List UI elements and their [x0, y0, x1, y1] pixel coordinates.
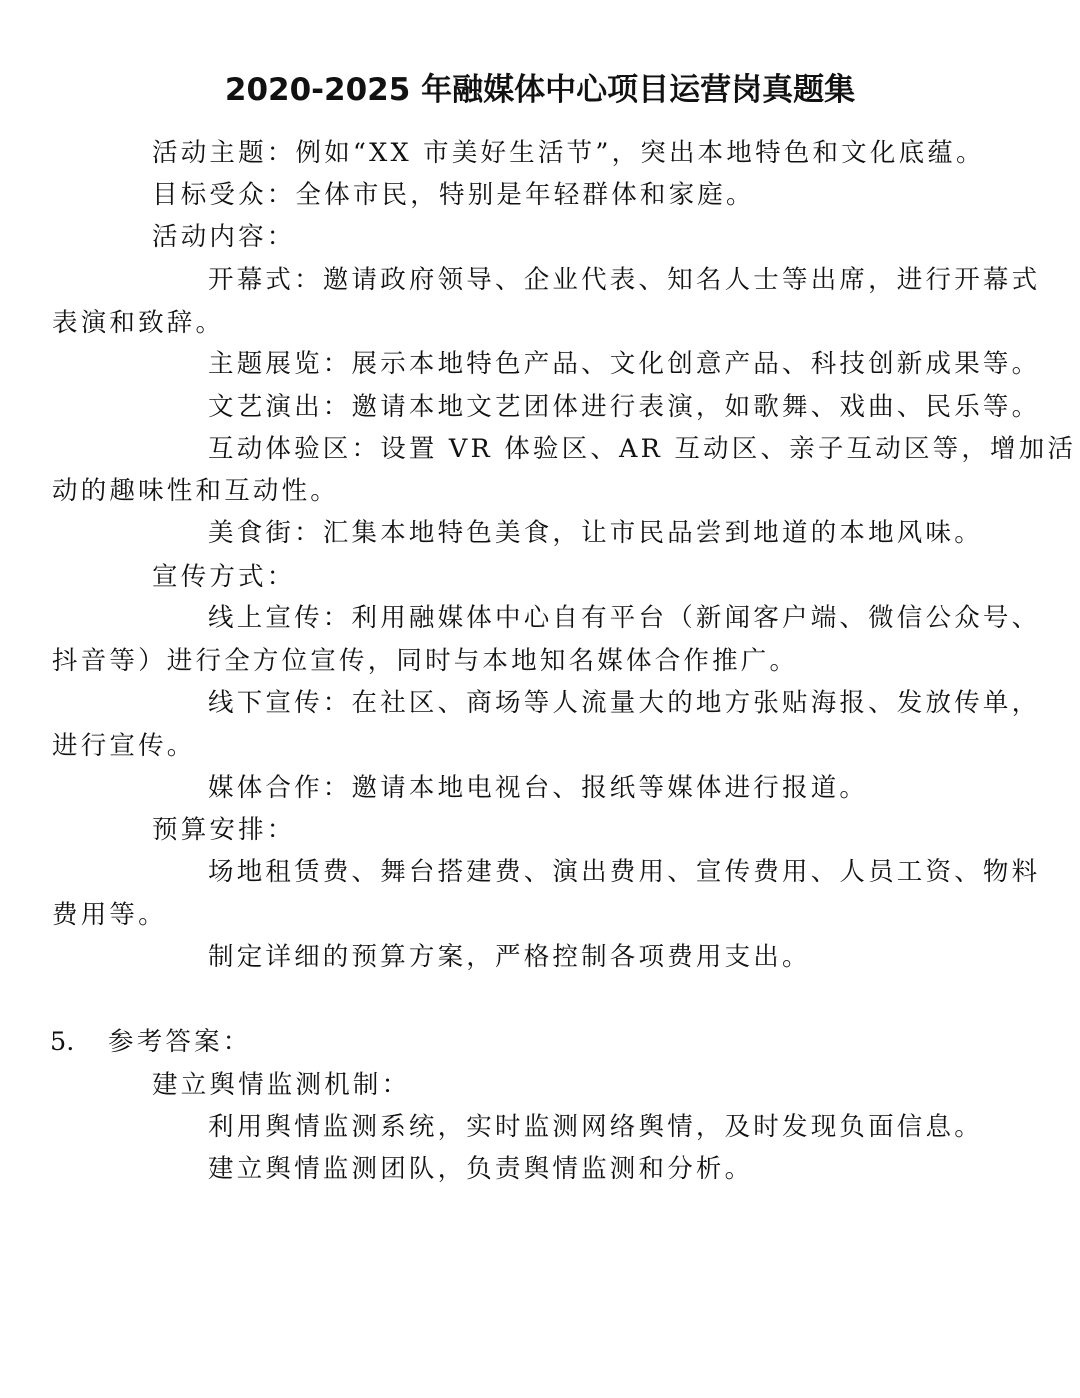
online-promotion-line: 线上宣传：利用融媒体中心自有平台（新闻客户端、微信公众号、 — [208, 603, 1041, 633]
activity-content-heading: 活动内容： — [152, 222, 296, 252]
online-promotion-line-cont: 抖音等）进行全方位宣传，同时与本地知名媒体合作推广。 — [52, 646, 799, 676]
monitoring-mechanism-heading: 建立舆情监测机制： — [152, 1070, 411, 1100]
monitoring-team-line: 建立舆情监测团队，负责舆情监测和分析。 — [208, 1154, 754, 1184]
media-cooperation-line: 媒体合作：邀请本地电视台、报纸等媒体进行报道。 — [208, 773, 869, 803]
opening-ceremony-line: 开幕式：邀请政府领导、企业代表、知名人士等出席，进行开幕式 — [208, 265, 1041, 295]
activity-theme-line: 活动主题：例如“XX 市美好生活节”，突出本地特色和文化底蕴。 — [152, 138, 985, 168]
food-street-line: 美食街：汇集本地特色美食，让市民品尝到地道的本地风味。 — [208, 518, 983, 548]
interactive-zone-line: 互动体验区：设置 VR 体验区、AR 互动区、亲子互动区等，增加活 — [208, 434, 1077, 464]
budget-plan-line: 制定详细的预算方案，严格控制各项费用支出。 — [208, 942, 811, 972]
reference-answer-heading: 参考答案： — [108, 1027, 252, 1057]
budget-items-line: 场地租赁费、舞台搭建费、演出费用、宣传费用、人员工资、物料 — [208, 857, 1041, 887]
target-audience-line: 目标受众：全体市民，特别是年轻群体和家庭。 — [152, 180, 755, 210]
monitoring-system-line: 利用舆情监测系统，实时监测网络舆情，及时发现负面信息。 — [208, 1112, 983, 1142]
performance-line: 文艺演出：邀请本地文艺团体进行表演，如歌舞、戏曲、民乐等。 — [208, 392, 1041, 422]
offline-promotion-line-cont: 进行宣传。 — [52, 731, 196, 761]
page-title: 2020-2025 年融媒体中心项目运营岗真题集 — [224, 72, 856, 108]
budget-heading: 预算安排： — [152, 815, 296, 845]
theme-exhibition-line: 主题展览：展示本地特色产品、文化创意产品、科技创新成果等。 — [208, 349, 1041, 379]
question-number: 5. — [50, 1027, 75, 1057]
budget-items-line-cont: 费用等。 — [52, 900, 167, 930]
promotion-heading: 宣传方式： — [152, 562, 296, 592]
opening-ceremony-line-cont: 表演和致辞。 — [52, 308, 225, 338]
interactive-zone-line-cont: 动的趣味性和互动性。 — [52, 476, 340, 506]
offline-promotion-line: 线下宣传：在社区、商场等人流量大的地方张贴海报、发放传单， — [208, 688, 1041, 718]
